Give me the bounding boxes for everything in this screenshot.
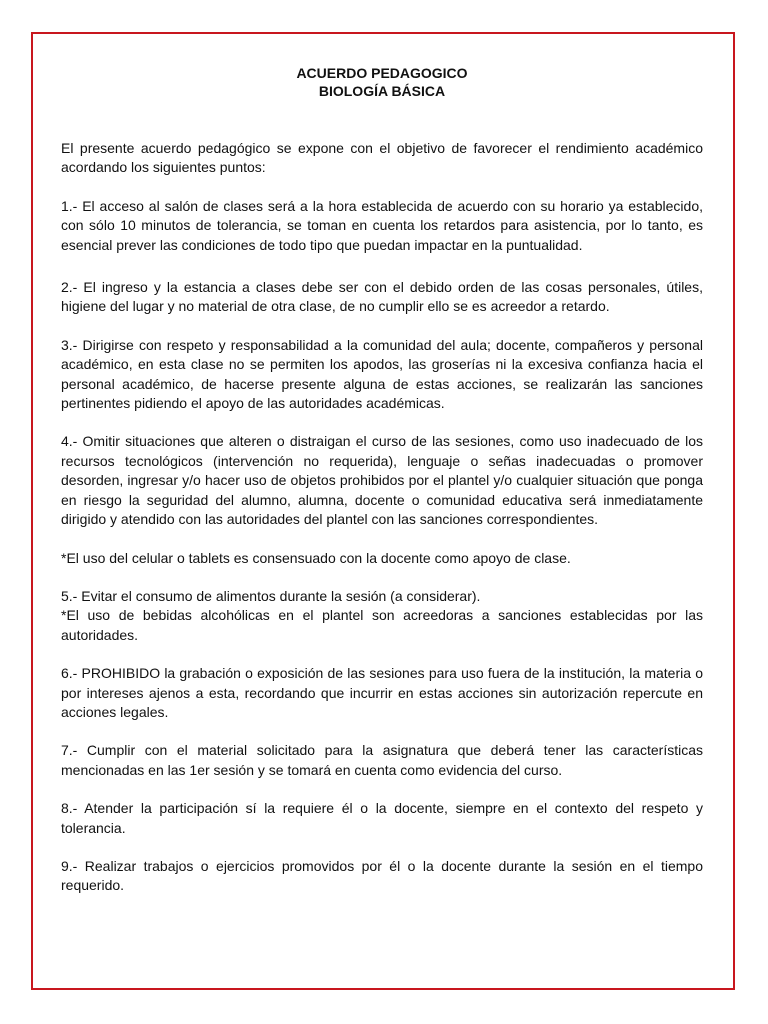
item-9: 9.- Realizar trabajos o ejercicios promovidos por él o la docente durante la sesión en el tiempo requerido. <box>61 857 703 894</box>
item-4: 4.- Omitir situaciones que alteren o distraigan el curso de las sesiones, como uso inadecuado de los recursos tecnológicos (intervención no requerida), lenguaje o señas inadecuadas o promover desorden, ingresar y/o hacer uso de objetos prohibidos por el plantel y/o cualquier situación que ponga en riesgo la seguridad del alumno, alumna, docente o comunidad educativa será inmediatamente dirigido y atendido con las autoridades del plantel con las sanciones correspondientes. <box>61 433 703 528</box>
item-3: 3.- Dirigirse con respeto y responsabilidad a la comunidad del aula; docente, compañeros y personal académico, en esta clase no se permiten los apodos, las groserías ni la excesiva confianza hacia el personal académico, de hacerse presente alguna de estas acciones, se realizarán las sanciones pertinentes pidiendo el apoyo de las autoridades académicas. <box>61 336 703 412</box>
title-block <box>61 64 703 100</box>
item-1: 1.- El acceso al salón de clases será a la hora establecida de acuerdo con su horario ya establecido, con sólo 10 minutos de tolerancia, se toman en cuenta los retardos para asistencia, por lo tanto, es esencial prever las condiciones de todo tipo que puedan impactar en la puntualidad. <box>61 197 703 253</box>
document-title: ACUERDO PEDAGOGICO <box>296 65 468 81</box>
item-8: 8.- Atender la participación sí la requiere él o la docente, siempre en el contexto del respeto y tolerancia. <box>61 800 703 836</box>
document-subtitle: BIOLOGÍA BÁSICA <box>318 83 446 99</box>
intro-paragraph: El presente acuerdo pedagógico se expone con el objetivo de favorecer el rendimiento académico acordando los siguientes puntos: <box>61 140 703 176</box>
note-cellphone: *El uso del celular o tablets es consensuado con la docente como apoyo de clase. <box>61 549 571 566</box>
note-alcohol: *El uso de bebidas alcohólicas en el plantel son acreedoras a sanciones establecidas por las autoridades. <box>61 607 703 643</box>
item-2: 2.- El ingreso y la estancia a clases debe ser con el debido orden de las cosas personales, útiles, higiene del lugar y no material de otra clase, de no cumplir ello se es acreedor a retardo. <box>61 279 703 315</box>
document-body <box>61 64 703 915</box>
item-6: 6.- PROHIBIDO la grabación o exposición de las sesiones para uso fuera de la institución, la materia o por intereses ajenos a esta, recordando que incurrir en estas acciones sin autorización repercute en acciones legales. <box>61 665 703 720</box>
item-7: 7.- Cumplir con el material solicitado para la asignatura que deberá tener las características mencionadas en las 1er sesión y se tomará en cuenta como evidencia del curso. <box>61 742 703 778</box>
item-5: 5.- Evitar el consumo de alimentos durante la sesión (a considerar). <box>61 587 481 604</box>
